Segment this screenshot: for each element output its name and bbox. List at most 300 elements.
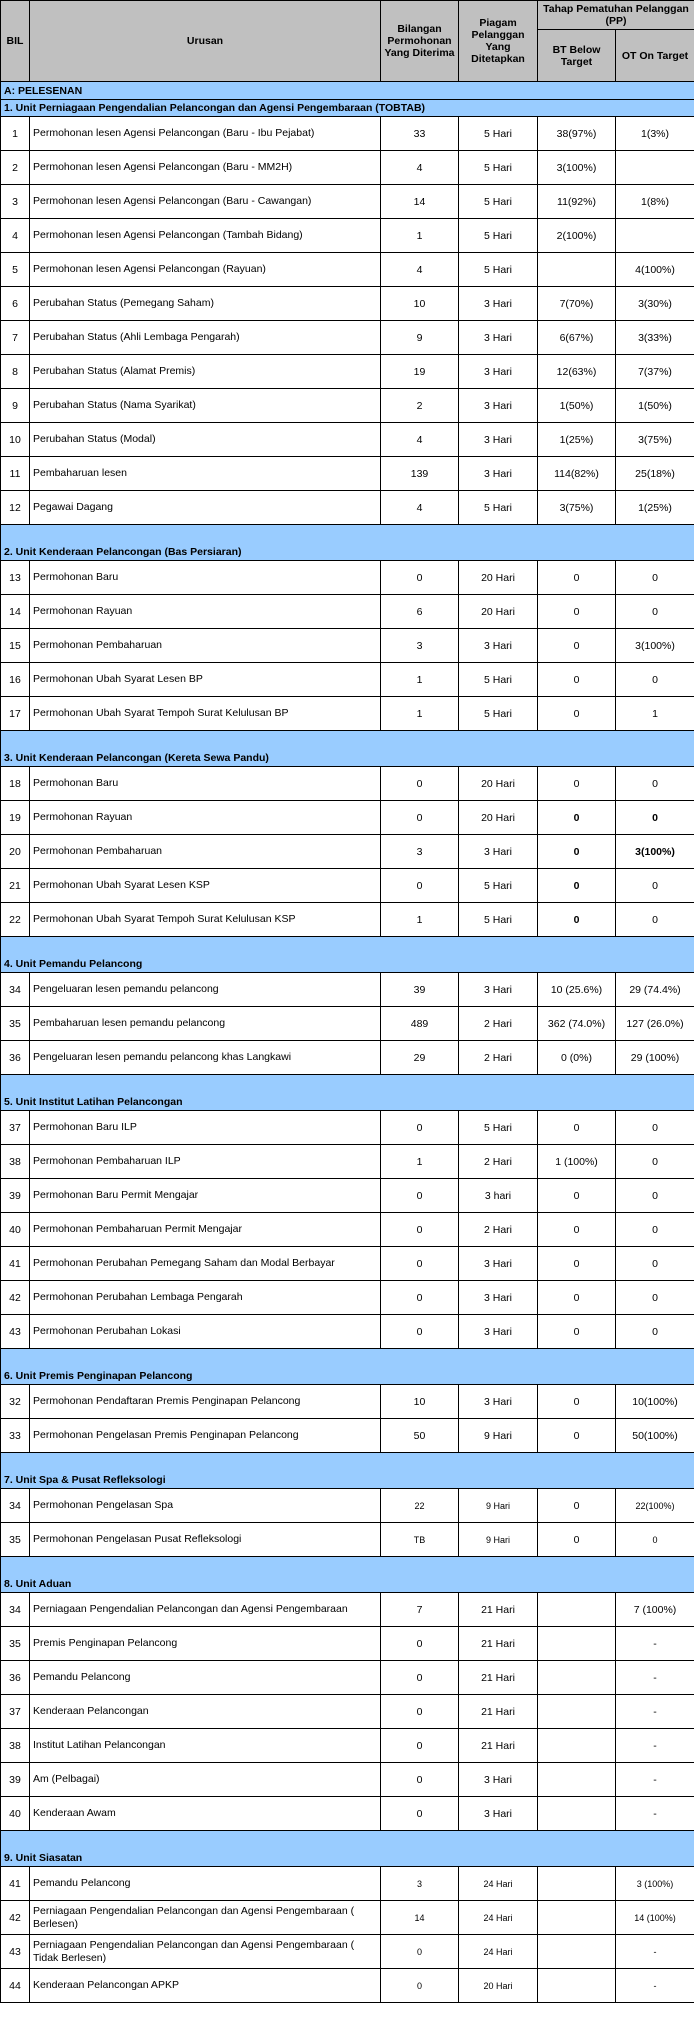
table-row xyxy=(1,151,694,185)
cell-ot: 0 xyxy=(616,1179,694,1213)
cell-bt xyxy=(538,1627,616,1661)
cell-piagam: 5 Hari xyxy=(459,697,538,731)
cell-bilangan: 3 xyxy=(381,835,459,869)
cell-bilangan: TB xyxy=(381,1523,459,1557)
cell-bt: 3(75%) xyxy=(538,491,616,525)
cell-bilangan: 489 xyxy=(381,1007,459,1041)
cell-urusan: Permohonan Pengelasan Spa xyxy=(30,1489,381,1523)
cell-bilangan: 1 xyxy=(381,697,459,731)
cell-bt: 0 xyxy=(538,1419,616,1453)
cell-bil: 40 xyxy=(1,1213,30,1247)
cell-ot: 3(75%) xyxy=(616,423,694,457)
cell-piagam: 20 Hari xyxy=(459,767,538,801)
table-row xyxy=(1,219,694,253)
cell-piagam: 20 Hari xyxy=(459,595,538,629)
cell-bt: 0 xyxy=(538,1385,616,1419)
cell-bil: 34 xyxy=(1,1489,30,1523)
section-title: 4. Unit Pemandu Pelancong xyxy=(1,937,694,973)
cell-ot xyxy=(616,219,694,253)
cell-bt xyxy=(538,1729,616,1763)
cell-ot: 0 xyxy=(616,595,694,629)
cell-bt: 0 xyxy=(538,1179,616,1213)
cell-urusan: Pemandu Pelancong xyxy=(30,1867,381,1901)
table-row xyxy=(1,1901,694,1935)
cell-bt: 0 xyxy=(538,767,616,801)
cell-ot: - xyxy=(616,1935,694,1969)
cell-ot: 0 xyxy=(616,561,694,595)
cell-bt xyxy=(538,1797,616,1831)
cell-bt: 114(82%) xyxy=(538,457,616,491)
cell-bil: 44 xyxy=(1,1969,30,2003)
header-urusan: Urusan xyxy=(30,1,381,82)
cell-bt: 362 (74.0%) xyxy=(538,1007,616,1041)
table-row xyxy=(1,869,694,903)
cell-piagam: 2 Hari xyxy=(459,1041,538,1075)
cell-bilangan: 0 xyxy=(381,1969,459,2003)
cell-bilangan: 0 xyxy=(381,1729,459,1763)
cell-ot: 4(100%) xyxy=(616,253,694,287)
cell-urusan: Permohonan Perubahan Pemegang Saham dan Modal Berbayar xyxy=(30,1247,381,1281)
section-title: 2. Unit Kenderaan Pelancongan (Bas Persiaran) xyxy=(1,525,694,561)
cell-bilangan: 0 xyxy=(381,1695,459,1729)
cell-urusan: Perubahan Status (Nama Syarikat) xyxy=(30,389,381,423)
cell-piagam: 9 Hari xyxy=(459,1419,538,1453)
cell-bil: 16 xyxy=(1,663,30,697)
cell-ot xyxy=(616,151,694,185)
section-row xyxy=(1,1075,694,1111)
cell-bilangan: 139 xyxy=(381,457,459,491)
cell-bilangan: 0 xyxy=(381,1111,459,1145)
cell-ot: - xyxy=(616,1763,694,1797)
cell-piagam: 5 Hari xyxy=(459,151,538,185)
cell-bil: 41 xyxy=(1,1247,30,1281)
cell-bilangan: 6 xyxy=(381,595,459,629)
cell-piagam: 2 Hari xyxy=(459,1145,538,1179)
cell-urusan: Pengeluaran lesen pemandu pelancong xyxy=(30,973,381,1007)
cell-urusan: Permohonan Pengelasan Pusat Refleksologi xyxy=(30,1523,381,1557)
cell-bt xyxy=(538,1661,616,1695)
cell-bt: 3(100%) xyxy=(538,151,616,185)
cell-bt: 0 xyxy=(538,663,616,697)
cell-bt xyxy=(538,1593,616,1627)
cell-ot: - xyxy=(616,1729,694,1763)
section-title: 9. Unit Siasatan xyxy=(1,1831,694,1867)
cell-urusan: Am (Pelbagai) xyxy=(30,1763,381,1797)
table-row xyxy=(1,1489,694,1523)
cell-piagam: 3 Hari xyxy=(459,1763,538,1797)
cell-bilangan: 0 xyxy=(381,801,459,835)
cell-bilangan: 4 xyxy=(381,151,459,185)
cell-bt: 0 xyxy=(538,629,616,663)
cell-ot: - xyxy=(616,1695,694,1729)
cell-bilangan: 33 xyxy=(381,117,459,151)
cell-urusan: Permohonan Ubah Syarat Lesen BP xyxy=(30,663,381,697)
cell-piagam: 24 Hari xyxy=(459,1901,538,1935)
cell-urusan: Pembaharuan lesen xyxy=(30,457,381,491)
cell-piagam: 21 Hari xyxy=(459,1593,538,1627)
cell-ot: 127 (26.0%) xyxy=(616,1007,694,1041)
table-row xyxy=(1,457,694,491)
table-row xyxy=(1,1213,694,1247)
header-bilangan: Bilangan Permohonan Yang Diterima xyxy=(381,1,459,82)
cell-bil: 42 xyxy=(1,1281,30,1315)
cell-piagam: 5 Hari xyxy=(459,663,538,697)
cell-bilangan: 0 xyxy=(381,1935,459,1969)
cell-urusan: Perniagaan Pengendalian Pelancongan dan Agensi Pengembaraan xyxy=(30,1593,381,1627)
cell-urusan: Permohonan lesen Agensi Pelancongan (Baru - Cawangan) xyxy=(30,185,381,219)
cell-ot: 25(18%) xyxy=(616,457,694,491)
cell-bt xyxy=(538,1763,616,1797)
cell-urusan: Permohonan Baru Permit Mengajar xyxy=(30,1179,381,1213)
cell-piagam: 21 Hari xyxy=(459,1695,538,1729)
cell-urusan: Permohonan lesen Agensi Pelancongan (Baru - MM2H) xyxy=(30,151,381,185)
cell-bt: 0 xyxy=(538,595,616,629)
cell-urusan: Permohonan Pembaharuan Permit Mengajar xyxy=(30,1213,381,1247)
section-row xyxy=(1,937,694,973)
cell-bilangan: 0 xyxy=(381,767,459,801)
cell-ot: 0 xyxy=(616,903,694,937)
header-bt: BT Below Target xyxy=(538,30,616,82)
cell-ot: 0 xyxy=(616,1523,694,1557)
cell-ot: - xyxy=(616,1969,694,2003)
table-row xyxy=(1,423,694,457)
cell-bil: 3 xyxy=(1,185,30,219)
cell-ot: 3(100%) xyxy=(616,835,694,869)
cell-bilangan: 3 xyxy=(381,629,459,663)
cell-bilangan: 0 xyxy=(381,1661,459,1695)
cell-bilangan: 0 xyxy=(381,561,459,595)
cell-urusan: Permohonan Pembaharuan xyxy=(30,835,381,869)
cell-bil: 34 xyxy=(1,973,30,1007)
cell-bil: 17 xyxy=(1,697,30,731)
table-row xyxy=(1,629,694,663)
cell-bil: 36 xyxy=(1,1661,30,1695)
section-row xyxy=(1,1349,694,1385)
cell-urusan: Permohonan Ubah Syarat Lesen KSP xyxy=(30,869,381,903)
cell-urusan: Permohonan Pendaftaran Premis Penginapan Pelancong xyxy=(30,1385,381,1419)
cell-piagam: 24 Hari xyxy=(459,1935,538,1969)
cell-ot: 7(37%) xyxy=(616,355,694,389)
cell-piagam: 3 Hari xyxy=(459,321,538,355)
cell-bt: 0 xyxy=(538,1523,616,1557)
cell-bil: 22 xyxy=(1,903,30,937)
table-row xyxy=(1,355,694,389)
section-a-row xyxy=(1,82,694,100)
cell-urusan: Kenderaan Pelancongan xyxy=(30,1695,381,1729)
cell-bil: 35 xyxy=(1,1523,30,1557)
cell-ot: 50(100%) xyxy=(616,1419,694,1453)
cell-bilangan: 1 xyxy=(381,1145,459,1179)
cell-bil: 18 xyxy=(1,767,30,801)
cell-bt: 11(92%) xyxy=(538,185,616,219)
table-row xyxy=(1,253,694,287)
table-row xyxy=(1,1111,694,1145)
cell-ot: 0 xyxy=(616,801,694,835)
table-row xyxy=(1,1935,694,1969)
cell-ot: 29 (100%) xyxy=(616,1041,694,1075)
section-title: 6. Unit Premis Penginapan Pelancong xyxy=(1,1349,694,1385)
table-row xyxy=(1,1797,694,1831)
table-row xyxy=(1,1523,694,1557)
cell-bilangan: 10 xyxy=(381,1385,459,1419)
cell-bt xyxy=(538,1901,616,1935)
cell-piagam: 3 Hari xyxy=(459,423,538,457)
cell-bil: 8 xyxy=(1,355,30,389)
cell-bt xyxy=(538,1969,616,2003)
cell-bil: 19 xyxy=(1,801,30,835)
cell-ot: 0 xyxy=(616,1315,694,1349)
table-row xyxy=(1,1419,694,1453)
cell-bilangan: 0 xyxy=(381,869,459,903)
cell-urusan: Pembaharuan lesen pemandu pelancong xyxy=(30,1007,381,1041)
cell-piagam: 3 Hari xyxy=(459,389,538,423)
header-bil: BIL xyxy=(1,1,30,82)
table-row xyxy=(1,1281,694,1315)
cell-ot: 0 xyxy=(616,1111,694,1145)
cell-bilangan: 0 xyxy=(381,1247,459,1281)
cell-ot: 0 xyxy=(616,1145,694,1179)
cell-bil: 7 xyxy=(1,321,30,355)
cell-bilangan: 1 xyxy=(381,903,459,937)
cell-bil: 43 xyxy=(1,1935,30,1969)
cell-bil: 35 xyxy=(1,1007,30,1041)
cell-ot: 0 xyxy=(616,767,694,801)
cell-bt: 2(100%) xyxy=(538,219,616,253)
cell-bt: 6(67%) xyxy=(538,321,616,355)
cell-bil: 39 xyxy=(1,1763,30,1797)
table-row xyxy=(1,1247,694,1281)
cell-piagam: 3 Hari xyxy=(459,1281,538,1315)
cell-piagam: 2 Hari xyxy=(459,1007,538,1041)
cell-piagam: 3 Hari xyxy=(459,1797,538,1831)
cell-bilangan: 0 xyxy=(381,1763,459,1797)
cell-urusan: Permohonan Pembaharuan xyxy=(30,629,381,663)
cell-bil: 9 xyxy=(1,389,30,423)
cell-piagam: 3 Hari xyxy=(459,287,538,321)
section-row xyxy=(1,100,694,117)
section-row xyxy=(1,1453,694,1489)
cell-piagam: 3 Hari xyxy=(459,355,538,389)
cell-urusan: Perniagaan Pengendalian Pelancongan dan Agensi Pengembaraan ( Berlesen) xyxy=(30,1901,381,1935)
cell-piagam: 5 Hari xyxy=(459,117,538,151)
cell-urusan: Permohonan Pembaharuan ILP xyxy=(30,1145,381,1179)
cell-bt: 0 xyxy=(538,903,616,937)
cell-urusan: Permohonan Pengelasan Premis Penginapan Pelancong xyxy=(30,1419,381,1453)
table-row xyxy=(1,1145,694,1179)
table-row xyxy=(1,697,694,731)
table-row xyxy=(1,1763,694,1797)
cell-bt: 12(63%) xyxy=(538,355,616,389)
cell-bil: 14 xyxy=(1,595,30,629)
cell-urusan: Premis Penginapan Pelancong xyxy=(30,1627,381,1661)
cell-piagam: 5 Hari xyxy=(459,1111,538,1145)
cell-bt: 0 xyxy=(538,1213,616,1247)
table-row xyxy=(1,185,694,219)
cell-piagam: 3 Hari xyxy=(459,1247,538,1281)
cell-piagam: 5 Hari xyxy=(459,219,538,253)
table-row xyxy=(1,973,694,1007)
cell-bilangan: 10 xyxy=(381,287,459,321)
table-row xyxy=(1,389,694,423)
cell-bt: 0 xyxy=(538,1315,616,1349)
table-row xyxy=(1,1969,694,2003)
cell-bt: 0 xyxy=(538,697,616,731)
cell-piagam: 5 Hari xyxy=(459,869,538,903)
cell-bil: 20 xyxy=(1,835,30,869)
cell-bilangan: 9 xyxy=(381,321,459,355)
cell-bilangan: 39 xyxy=(381,973,459,1007)
cell-bilangan: 0 xyxy=(381,1315,459,1349)
table-row xyxy=(1,287,694,321)
cell-bil: 21 xyxy=(1,869,30,903)
cell-urusan: Permohonan Perubahan Lembaga Pengarah xyxy=(30,1281,381,1315)
section-a-title: A: PELESENAN xyxy=(1,82,694,100)
cell-bil: 37 xyxy=(1,1111,30,1145)
cell-bt: 0 xyxy=(538,561,616,595)
cell-bil: 36 xyxy=(1,1041,30,1075)
cell-bt: 1 (100%) xyxy=(538,1145,616,1179)
cell-bil: 39 xyxy=(1,1179,30,1213)
table-row xyxy=(1,1627,694,1661)
cell-bil: 38 xyxy=(1,1729,30,1763)
cell-ot: 3 (100%) xyxy=(616,1867,694,1901)
cell-bilangan: 22 xyxy=(381,1489,459,1523)
cell-bt: 1(50%) xyxy=(538,389,616,423)
table-row xyxy=(1,1007,694,1041)
table-row xyxy=(1,1315,694,1349)
section-title: 8. Unit Aduan xyxy=(1,1557,694,1593)
cell-bt: 0 xyxy=(538,869,616,903)
cell-bt: 0 (0%) xyxy=(538,1041,616,1075)
cell-ot: 1(25%) xyxy=(616,491,694,525)
cell-bil: 11 xyxy=(1,457,30,491)
cell-urusan: Permohonan Baru xyxy=(30,561,381,595)
cell-bil: 33 xyxy=(1,1419,30,1453)
cell-ot: 0 xyxy=(616,663,694,697)
cell-piagam: 3 hari xyxy=(459,1179,538,1213)
cell-bil: 32 xyxy=(1,1385,30,1419)
cell-piagam: 20 Hari xyxy=(459,801,538,835)
cell-urusan: Perubahan Status (Modal) xyxy=(30,423,381,457)
cell-ot: 1(8%) xyxy=(616,185,694,219)
cell-bt: 0 xyxy=(538,1489,616,1523)
cell-ot: 3(100%) xyxy=(616,629,694,663)
cell-bilangan: 4 xyxy=(381,491,459,525)
cell-ot: 1(3%) xyxy=(616,117,694,151)
cell-bilangan: 14 xyxy=(381,1901,459,1935)
cell-ot: 1 xyxy=(616,697,694,731)
cell-ot: 29 (74.4%) xyxy=(616,973,694,1007)
cell-bilangan: 19 xyxy=(381,355,459,389)
cell-bil: 37 xyxy=(1,1695,30,1729)
cell-bil: 41 xyxy=(1,1867,30,1901)
cell-urusan: Permohonan Ubah Syarat Tempoh Surat Kelulusan BP xyxy=(30,697,381,731)
cell-urusan: Permohonan Perubahan Lokasi xyxy=(30,1315,381,1349)
cell-ot: 7 (100%) xyxy=(616,1593,694,1627)
table-row xyxy=(1,1593,694,1627)
cell-bt: 0 xyxy=(538,1247,616,1281)
table-row xyxy=(1,561,694,595)
cell-urusan: Kenderaan Awam xyxy=(30,1797,381,1831)
cell-ot: - xyxy=(616,1661,694,1695)
cell-bilangan: 0 xyxy=(381,1179,459,1213)
cell-urusan: Perubahan Status (Alamat Premis) xyxy=(30,355,381,389)
cell-piagam: 9 Hari xyxy=(459,1489,538,1523)
cell-bilangan: 1 xyxy=(381,219,459,253)
cell-bil: 43 xyxy=(1,1315,30,1349)
cell-piagam: 20 Hari xyxy=(459,561,538,595)
cell-piagam: 5 Hari xyxy=(459,185,538,219)
table-row xyxy=(1,903,694,937)
header-ot: OT On Target xyxy=(616,30,694,82)
cell-bilangan: 0 xyxy=(381,1213,459,1247)
cell-piagam: 3 Hari xyxy=(459,835,538,869)
table-row xyxy=(1,663,694,697)
cell-piagam: 21 Hari xyxy=(459,1661,538,1695)
cell-urusan: Pengeluaran lesen pemandu pelancong khas Langkawi xyxy=(30,1041,381,1075)
cell-urusan: Kenderaan Pelancongan APKP xyxy=(30,1969,381,2003)
cell-piagam: 3 Hari xyxy=(459,1385,538,1419)
table-row xyxy=(1,1661,694,1695)
cell-ot: 0 xyxy=(616,1281,694,1315)
cell-piagam: 5 Hari xyxy=(459,491,538,525)
cell-urusan: Pemandu Pelancong xyxy=(30,1661,381,1695)
section-title: 5. Unit Institut Latihan Pelancongan xyxy=(1,1075,694,1111)
cell-ot: 0 xyxy=(616,1247,694,1281)
cell-bilangan: 29 xyxy=(381,1041,459,1075)
cell-bilangan: 7 xyxy=(381,1593,459,1627)
cell-bt: 7(70%) xyxy=(538,287,616,321)
cell-piagam: 5 Hari xyxy=(459,253,538,287)
cell-bil: 6 xyxy=(1,287,30,321)
cell-bt xyxy=(538,1935,616,1969)
cell-bil: 42 xyxy=(1,1901,30,1935)
cell-ot: - xyxy=(616,1797,694,1831)
cell-piagam: 3 Hari xyxy=(459,457,538,491)
table-row xyxy=(1,801,694,835)
cell-bil: 35 xyxy=(1,1627,30,1661)
cell-urusan: Perubahan Status (Pemegang Saham) xyxy=(30,287,381,321)
cell-bt: 0 xyxy=(538,801,616,835)
cell-bilangan: 0 xyxy=(381,1627,459,1661)
cell-bt xyxy=(538,253,616,287)
cell-ot: 0 xyxy=(616,1213,694,1247)
section-title: 1. Unit Perniagaan Pengendalian Pelancongan dan Agensi Pengembaraan (TOBTAB) xyxy=(1,100,694,117)
table-row xyxy=(1,1729,694,1763)
table-row xyxy=(1,1867,694,1901)
cell-piagam: 2 Hari xyxy=(459,1213,538,1247)
cell-bil: 12 xyxy=(1,491,30,525)
section-row xyxy=(1,731,694,767)
cell-bt: 10 (25.6%) xyxy=(538,973,616,1007)
table-row xyxy=(1,595,694,629)
cell-urusan: Permohonan lesen Agensi Pelancongan (Rayuan) xyxy=(30,253,381,287)
cell-bt: 0 xyxy=(538,1111,616,1145)
cell-bilangan: 2 xyxy=(381,389,459,423)
cell-urusan: Perubahan Status (Ahli Lembaga Pengarah) xyxy=(30,321,381,355)
cell-piagam: 3 Hari xyxy=(459,973,538,1007)
section-title: 3. Unit Kenderaan Pelancongan (Kereta Sewa Pandu) xyxy=(1,731,694,767)
cell-urusan: Perniagaan Pengendalian Pelancongan dan Agensi Pengembaraan ( Tidak Berlesen) xyxy=(30,1935,381,1969)
cell-urusan: Permohonan lesen Agensi Pelancongan (Tambah Bidang) xyxy=(30,219,381,253)
table-row xyxy=(1,1385,694,1419)
cell-piagam: 9 Hari xyxy=(459,1523,538,1557)
header-tahap: Tahap Pematuhan Pelanggan (PP) xyxy=(538,1,694,30)
cell-urusan: Permohonan Ubah Syarat Tempoh Surat Kelulusan KSP xyxy=(30,903,381,937)
cell-piagam: 21 Hari xyxy=(459,1729,538,1763)
table-row xyxy=(1,1041,694,1075)
section-row xyxy=(1,1557,694,1593)
